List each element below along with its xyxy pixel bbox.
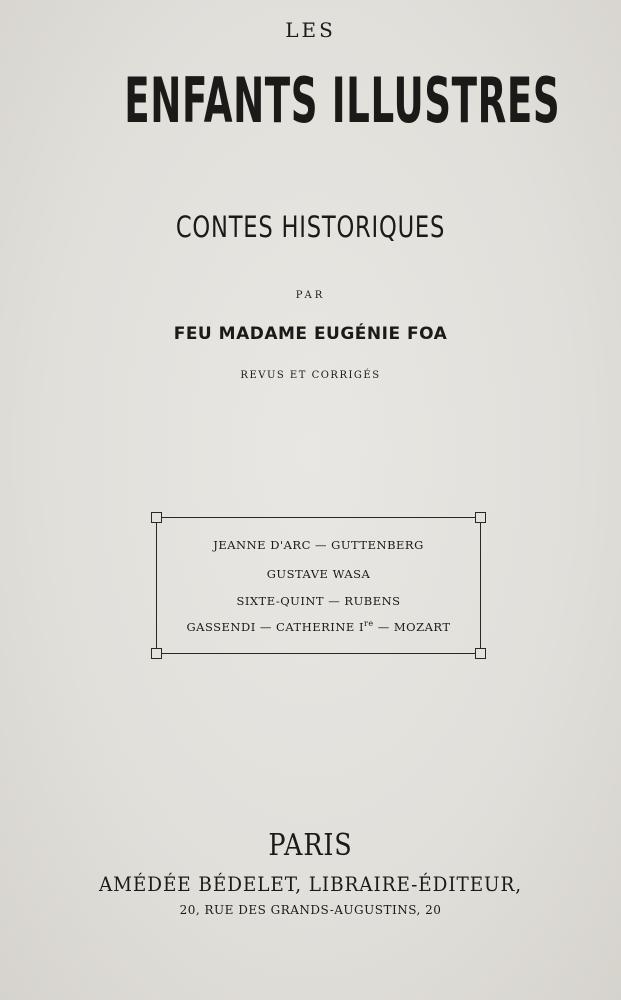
contents-frame — [156, 517, 481, 654]
frame-corner-ornament — [151, 512, 162, 523]
author-name: FEU MADAME EUGÉNIE FOA — [173, 324, 448, 344]
frame-corner-ornament — [151, 648, 162, 659]
contents-line-part: GASSENDI — CATHERINE I — [186, 619, 364, 634]
contents-line — [157, 619, 480, 634]
contents-line: SIXTE-QUINT — RUBENS — [236, 594, 401, 608]
frame-corner-ornament — [475, 512, 486, 523]
subtitle: CONTES HISTORIQUES — [175, 210, 446, 244]
by-line-label: PAR — [295, 290, 326, 301]
main-title: ENFANTS ILLUSTRES — [124, 64, 561, 137]
revision-note: REVUS ET CORRIGÉS — [240, 370, 381, 381]
ordinal-superscript: re — [364, 619, 374, 628]
title-article: LES — [285, 18, 336, 42]
contents-line-part: — MOZART — [373, 619, 451, 634]
contents-line: GUSTAVE WASA — [266, 567, 371, 581]
contents-line: JEANNE D'ARC — GUTTENBERG — [213, 538, 424, 552]
imprint-publisher: AMÉDÉE BÉDELET, LIBRAIRE-ÉDITEUR, — [98, 872, 523, 896]
imprint-address: 20, RUE DES GRANDS-AUGUSTINS, 20 — [179, 903, 442, 917]
frame-corner-ornament — [475, 648, 486, 659]
imprint-city: PARIS — [268, 828, 353, 863]
